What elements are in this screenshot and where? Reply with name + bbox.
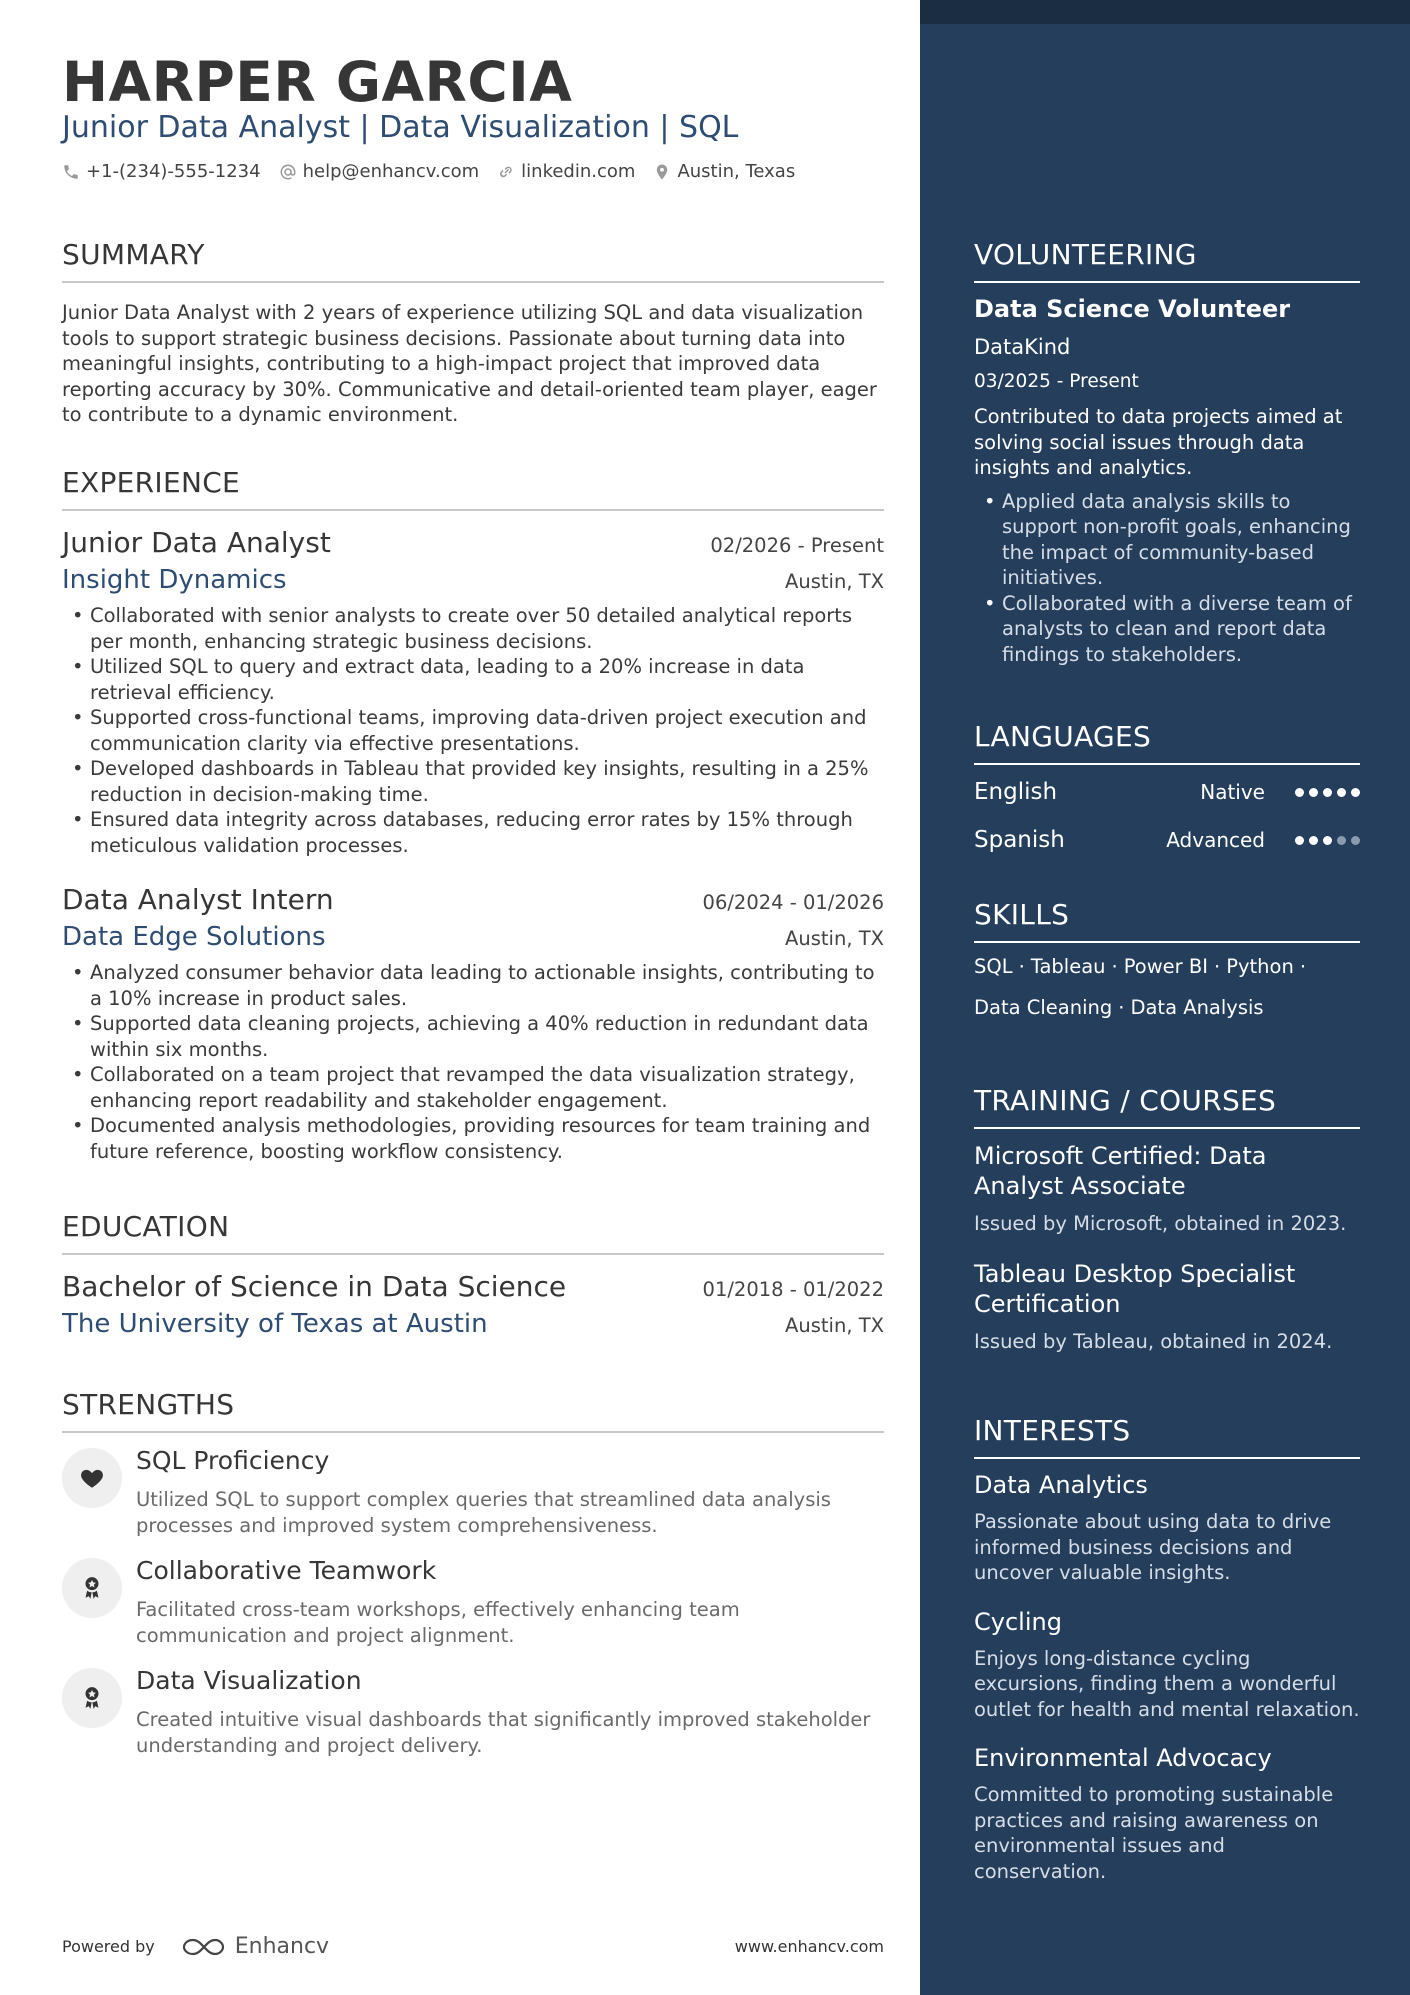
school: The University of Texas at Austin bbox=[62, 1309, 488, 1339]
award-icon bbox=[62, 1668, 122, 1728]
resume-tagline: Junior Data Analyst | Data Visualization | SQL bbox=[62, 110, 739, 145]
volunteer-dates: 03/2025 - Present bbox=[974, 371, 1139, 392]
language-rating bbox=[1295, 788, 1360, 797]
training-section bbox=[974, 1084, 1360, 1354]
education-dates: 01/2018 - 01/2022 bbox=[702, 1278, 884, 1301]
language-rating bbox=[1295, 836, 1360, 845]
strength-item bbox=[62, 1666, 884, 1758]
job-dates: 02/2026 - Present bbox=[710, 534, 884, 557]
link-icon bbox=[497, 163, 515, 181]
contact-linkedin[interactable] bbox=[497, 161, 635, 182]
language-level: Advanced bbox=[1166, 828, 1265, 852]
job-bullets bbox=[62, 603, 884, 858]
volunteer-bullets bbox=[974, 489, 1360, 668]
education-entry bbox=[62, 1270, 884, 1339]
skill-tag: Data Analysis bbox=[1130, 996, 1264, 1019]
language-row bbox=[974, 827, 1360, 853]
list-item: • Collaborated with a diverse team of analysts to clean and report data findings to stakeholders. bbox=[974, 591, 1360, 668]
strengths-heading: STRENGTHS bbox=[62, 1388, 884, 1433]
strength-item bbox=[62, 1446, 884, 1538]
summary-text: Junior Data Analyst with 2 years of experience utilizing SQL and data visualization tools to support strategic business decisions. Passionate about turning data into meaningful insights, contributing to a high-impact project that improved data reporting accuracy by 30%. Communicative and detail-oriented team player, eager to contribute to a dynamic environment. bbox=[62, 301, 877, 426]
volunteer-org: DataKind bbox=[974, 335, 1071, 359]
footer bbox=[62, 1934, 884, 1959]
skill-tag: Data Cleaning bbox=[974, 996, 1113, 1019]
list-item: • Utilized SQL to query and extract data, leading to a 20% increase in data retrieval efficiency. bbox=[62, 654, 884, 705]
contact-email[interactable] bbox=[279, 161, 480, 182]
job-role: Junior Data Analyst bbox=[62, 526, 331, 559]
resume-name: HARPER GARCIA bbox=[62, 50, 573, 114]
course-title: Tableau Desktop Specialist Certification bbox=[974, 1259, 1296, 1318]
rating-dot-empty bbox=[1351, 836, 1360, 845]
job-location: Austin, TX bbox=[785, 570, 884, 593]
experience-entry bbox=[62, 883, 884, 1164]
strength-title: Collaborative Teamwork bbox=[136, 1556, 437, 1585]
volunteer-role: Data Science Volunteer bbox=[974, 295, 1291, 323]
phone-text: +1-(234)-555-1234 bbox=[86, 161, 261, 182]
strength-item bbox=[62, 1556, 884, 1648]
language-name: English bbox=[974, 779, 1058, 805]
job-dates: 06/2024 - 01/2026 bbox=[702, 891, 884, 914]
education-heading: EDUCATION bbox=[62, 1210, 884, 1255]
language-row bbox=[974, 779, 1360, 805]
interests-section bbox=[974, 1414, 1360, 1884]
education-location: Austin, TX bbox=[785, 1314, 884, 1337]
rating-dot-filled bbox=[1351, 788, 1360, 797]
job-role: Data Analyst Intern bbox=[62, 883, 334, 916]
interest-title: Data Analytics bbox=[974, 1471, 1148, 1499]
rating-dot-filled bbox=[1323, 788, 1332, 797]
strength-title: Data Visualization bbox=[136, 1666, 362, 1695]
rating-dot-filled bbox=[1309, 788, 1318, 797]
skill-tag: SQL bbox=[974, 955, 1013, 978]
list-item: • Ensured data integrity across databases, reducing error rates by 15% through meticulous validation processes. bbox=[62, 807, 884, 858]
degree: Bachelor of Science in Data Science bbox=[62, 1270, 567, 1303]
award-icon bbox=[62, 1558, 122, 1618]
brand-name: Enhancv bbox=[234, 1934, 330, 1959]
skill-tag: Power BI bbox=[1123, 955, 1209, 978]
list-item: • Documented analysis methodologies, providing resources for team training and future reference, boosting workflow consistency. bbox=[62, 1113, 884, 1164]
email-text: help@enhancv.com bbox=[302, 161, 480, 182]
sidebar bbox=[920, 0, 1410, 1995]
rating-dot-filled bbox=[1309, 836, 1318, 845]
interests-heading: INTERESTS bbox=[974, 1414, 1360, 1459]
skill-tag: Python bbox=[1226, 955, 1294, 978]
strength-desc: Facilitated cross-team workshops, effectively enhancing team communication and project alignment. bbox=[136, 1598, 740, 1647]
language-name: Spanish bbox=[974, 827, 1065, 853]
contact-phone[interactable] bbox=[62, 161, 261, 182]
volunteering-heading: VOLUNTEERING bbox=[974, 238, 1360, 283]
list-item: • Supported data cleaning projects, achieving a 40% reduction in redundant data within six months. bbox=[62, 1011, 884, 1062]
contact-bar bbox=[62, 161, 795, 182]
course-desc: Issued by Tableau, obtained in 2024. bbox=[974, 1329, 1333, 1353]
rating-dot-filled bbox=[1295, 836, 1304, 845]
infinity-logo-icon bbox=[181, 1936, 227, 1958]
interest-title: Cycling bbox=[974, 1607, 1062, 1636]
strength-title: SQL Proficiency bbox=[136, 1446, 330, 1475]
list-item: • Analyzed consumer behavior data leading to actionable insights, contributing to a 10% increase in product sales. bbox=[62, 960, 884, 1011]
languages-section bbox=[974, 720, 1360, 853]
sidebar-top-strip bbox=[920, 0, 1410, 24]
interest-desc: Passionate about using data to drive informed business decisions and uncover valuable insights. bbox=[974, 1510, 1332, 1584]
list-item: • Supported cross-functional teams, improving data-driven project execution and communication clarity via effective presentations. bbox=[62, 705, 884, 756]
job-company: Data Edge Solutions bbox=[62, 922, 326, 952]
enhancv-logo[interactable] bbox=[181, 1934, 329, 1959]
interest-title: Environmental Advocacy bbox=[974, 1744, 1272, 1772]
volunteering-section bbox=[974, 238, 1360, 667]
language-level: Native bbox=[1200, 780, 1265, 804]
job-company: Insight Dynamics bbox=[62, 565, 287, 595]
job-location: Austin, TX bbox=[785, 927, 884, 950]
languages-heading: LANGUAGES bbox=[974, 720, 1360, 765]
list-item: • Collaborated on a team project that revamped the data visualization strategy, enhancing report readability and stakeholder engagement. bbox=[62, 1062, 884, 1113]
list-item: • Collaborated with senior analysts to create over 50 detailed analytical reports per month, enhancing strategic business decisions. bbox=[62, 603, 884, 654]
summary-heading: SUMMARY bbox=[62, 238, 884, 283]
location-text: Austin, Texas bbox=[677, 161, 796, 182]
course-title: Microsoft Certified: Data Analyst Associate bbox=[974, 1142, 1267, 1200]
course-desc: Issued by Microsoft, obtained in 2023. bbox=[974, 1212, 1347, 1235]
heart-icon bbox=[62, 1448, 122, 1508]
contact-location bbox=[653, 161, 795, 182]
strength-desc: Utilized SQL to support complex queries that streamlined data analysis processes and improved system comprehensiveness. bbox=[136, 1488, 831, 1537]
list-item: • Developed dashboards in Tableau that provided key insights, resulting in a 25% reduction in decision-making time. bbox=[62, 756, 884, 807]
skills-heading: SKILLS bbox=[974, 898, 1360, 943]
experience-heading: EXPERIENCE bbox=[62, 466, 884, 511]
rating-dot-filled bbox=[1323, 836, 1332, 845]
interest-desc: Enjoys long-distance cycling excursions, finding them a wonderful outlet for health and mental relaxation. bbox=[974, 1646, 1360, 1721]
at-icon bbox=[279, 163, 297, 181]
website-link[interactable]: www.enhancv.com bbox=[734, 1937, 884, 1956]
rating-dot-filled bbox=[1337, 788, 1346, 797]
rating-dot-filled bbox=[1295, 788, 1304, 797]
skill-tag: Tableau bbox=[1030, 955, 1106, 978]
location-pin-icon bbox=[653, 163, 671, 181]
volunteer-desc: Contributed to data projects aimed at solving social issues through data insights and analytics. bbox=[974, 405, 1343, 479]
phone-icon bbox=[62, 163, 80, 181]
linkedin-text: linkedin.com bbox=[521, 161, 636, 182]
skills-line: SQL · Tableau · Power BI · Python · bbox=[974, 955, 1307, 978]
skills-section bbox=[974, 898, 1360, 1019]
list-item: • Applied data analysis skills to support non-profit goals, enhancing the impact of community-based initiatives. bbox=[974, 489, 1360, 591]
powered-by-text: Powered by bbox=[62, 1937, 155, 1956]
interest-desc: Committed to promoting sustainable practices and raising awareness on environmental issues and conservation. bbox=[974, 1783, 1334, 1883]
job-bullets bbox=[62, 960, 884, 1164]
skills-line: Data Cleaning · Data Analysis bbox=[974, 996, 1264, 1019]
training-heading: TRAINING / COURSES bbox=[974, 1084, 1360, 1129]
rating-dot-empty bbox=[1337, 836, 1346, 845]
strength-desc: Created intuitive visual dashboards that significantly improved stakeholder understanding and project delivery. bbox=[136, 1708, 871, 1757]
experience-entry bbox=[62, 526, 884, 858]
